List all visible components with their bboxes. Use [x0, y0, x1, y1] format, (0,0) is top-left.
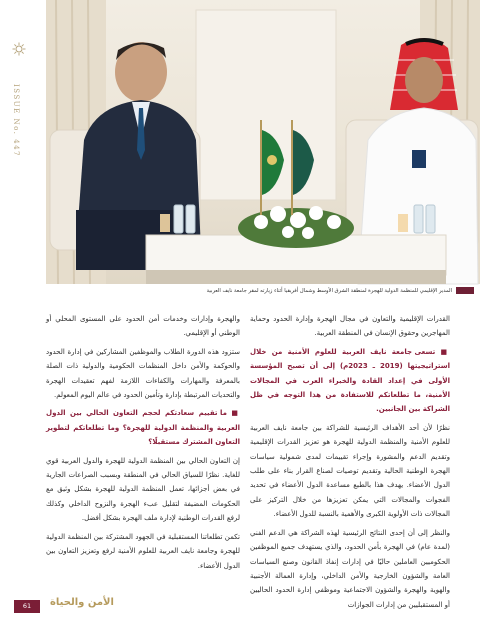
- meeting-photo: [46, 0, 480, 284]
- caption-accent-bar: [456, 287, 474, 294]
- meeting-photo-illustration: [46, 0, 480, 284]
- page-number: 61: [14, 600, 40, 613]
- square-bullet-icon: ■: [440, 347, 450, 356]
- paragraph: والهجرة وإدارات وخدمات أمن الحدود على المستوى المحلي أو الوطني أو الإقليمي.: [46, 315, 240, 338]
- photo-caption: المدير الإقليمي للمنظمة الدولية للهجرة لمنطقة الشرق الأوسط وشمال أفريقيا أثناء زيارته لمقر جامعة نايف العربية: [206, 288, 452, 294]
- paragraph: تكمن تطلعاتنا المستقبلية في الجهود المشتركة بين المنظمة الدولية للهجرة وجامعة نايف العربية للعلوم الأمنية لرفع وتعزيز التعاون بين الدول الأعضاء.: [46, 532, 240, 570]
- paragraph: ستزود هذه الدورة الطلاب والموظفين المشاركين في إدارة الحدود والحوكمة والأمن داخل المنظمات الحكومية والدولية ذات الصلة بالمعرفة والمهارات والكفاءات اللازمة لفهم تعقيدات الهجرة والتحديات المرتبطة بإدارة وتأمين الحدود في عالم اليوم المعولم.: [46, 347, 240, 400]
- paragraph: القدرات الإقليمية والتعاون في مجال الهجرة وإدارة الحدود وحماية المهاجرين وحقوق الإنسان في المنطقة العربية.: [250, 315, 450, 338]
- page-footer: [0, 596, 480, 617]
- article-column-right: [250, 312, 450, 609]
- paragraph: والنظر إلى أن إحدى النتائج الرئيسية لهذه الشراكة هي الدعم الفني (لمدة عام) في الهجرة بأمن الحدود، والذي يستهدف جميع الموظفين الحكوميين العاملين حاليًا في إدارات إنفاذ القانون وصنع السياسات العامة والشؤون الخارجية والأمن الداخلي، وإدارة العمالة الأجنبية والهوية والهجرة والشؤون الاجتماعية وموظفي إدارة الحدود الحاليين أو المستقبليين من إدارات الجوازات: [250, 528, 450, 609]
- question-text: تسعى جامعة نايف العربية للعلوم الأمنية من خلال استراتيجيتها (2019 ـ 2023م) إلى أن تصبح المؤسسة الأولى في إعداد القادة والخبراء العرب في المجالات الأمنية، ما تطلعاتكم للاستفادة من هذا التوجه في ظل الشراكة بين الجانبين.: [250, 347, 450, 414]
- article-column-left: [46, 312, 240, 588]
- question-text: ما تقييم سعادتكم لحجم التعاون الحالي بين الدول العربية والمنظمة الدولية للهجرة؟ وما تطلعاتكم لتطوير التعاون المشترك مستقبلًا؟: [46, 409, 240, 447]
- square-bullet-icon: ■: [231, 409, 241, 418]
- magazine-brand: الأمن والحياة: [50, 597, 114, 608]
- issue-number-label: ISSUE No. 447: [12, 84, 20, 157]
- rosette-emblem-icon: [12, 42, 26, 56]
- paragraph: نظرًا لأن أحد الأهداف الرئيسية للشراكة بين جامعة نايف العربية للعلوم الأمنية والمنظمة الدولية للهجرة هو تعزيز القدرات الإقليمية وتقديم الدعم والمشورة وإجراء تقييمات لمدى شمولية سياسات الهجرة الوطنية الحالية وتقديم توصيات لصناع القرار بناء على طلب الدول الأعضاء. يهدف هذا بالطبع مساعدة الدول الأعضاء في تحديد الفجوات والمجالات التي يمكن تعزيزها من خلال التركيز على المجالات ذات الأولوية الكبرى والأهمية بالنسبة للدول الأعضاء.: [250, 423, 450, 519]
- paragraph: إن التعاون الحالي بين المنظمة الدولية للهجرة والدول العربية قوي للغاية. نظرًا للسياق الحالي في المنطقة وبسبب الصراعات الجارية في بعض أجزائها، تعمل المنظمة الدولية للهجرة بشكل وثيق مع الحكومات المضيفة لتقليل عبء الهجرة والنزوح الداخلي وكذلك لرفع القدرات الوطنية لإدارة ملف الهجرة بشكل أفضل.: [46, 456, 240, 523]
- question-paragraph: [46, 406, 240, 449]
- page-margin: [0, 0, 40, 617]
- question-paragraph: [250, 345, 450, 417]
